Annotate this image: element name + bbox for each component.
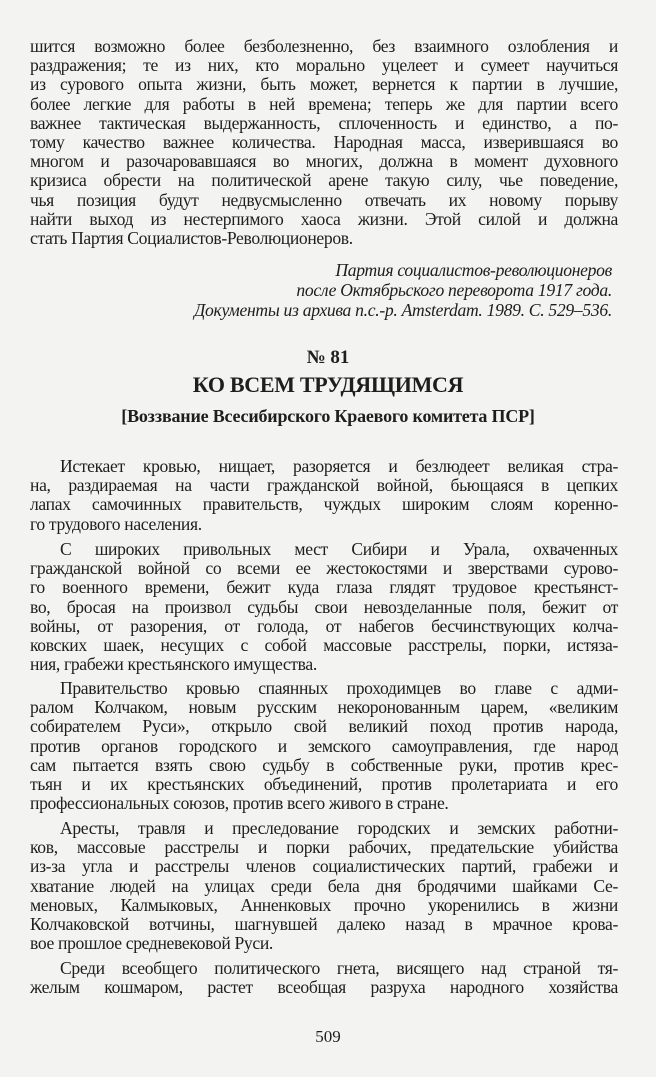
text-line: тому качество важнее количества. Народная масса, изверившаяся во <box>30 131 618 152</box>
text-line: из сурового опыта жизни, быть может, вернется к партии в лучшие, <box>30 74 618 95</box>
text-line: многом и разочаровавшаяся во многих, должна в момент духовного <box>30 151 618 172</box>
text-line: сам пытается взять свою судьбу в собственные руки, против крес- <box>30 754 618 775</box>
text-line: собирателем Руси», открыло свой великий поход против народа, <box>30 716 618 737</box>
body-paragraph <box>30 819 618 953</box>
text-line: кризиса обрести на политической арене такую силу, чье поведение, <box>30 170 618 191</box>
body-paragraph <box>30 959 618 997</box>
text-line: Среди всеобщего политического гнета, висящего над страной тя- <box>60 958 618 978</box>
citation-line: Документы из архива п.с.-р. Amsterdam. 1989. С. 529–536. <box>194 300 612 320</box>
text-line: шится возможно более безболезненно, без взаимного озлобления и <box>30 36 618 56</box>
text-line: найти выход из нестерпимого хаоса жизни. Этой силой и должна <box>30 208 618 229</box>
text-line: во, бросая на произвол судьбы свои невозделанные поля, бежит от <box>30 596 618 617</box>
text-line: Правительство кровью спаянных проходимцев во главе с адми- <box>60 678 618 698</box>
text-line: более легкие для работы в ней времена; теперь же для партии всего <box>30 93 618 114</box>
document-subtitle: [Воззвание Всесибирского Краевого комитета ПСР] <box>121 406 535 426</box>
text-line: против органов городского и земского самоуправления, где народ <box>30 735 618 756</box>
text-line: важнее тактическая выдержанность, сплоченность и единство, а по- <box>30 112 618 133</box>
text-line: вое прошлое средневековой Руси. <box>30 933 273 954</box>
text-line: ков, массовые расстрелы и порки рабочих, предательские убийства <box>30 837 618 858</box>
body-paragraph <box>30 679 618 813</box>
body-paragraph <box>30 540 618 674</box>
text-line: профессиональных союзов, против всего живого в стране. <box>30 793 449 814</box>
text-line: Аресты, травля и преследование городских и земских работни- <box>60 818 618 838</box>
text-line: С широких привольных мест Сибири и Урала, охваченных <box>60 539 618 559</box>
citation-line: после Октябрьского переворота 1917 года. <box>296 280 612 300</box>
text-line: Истекает кровью, нищает, разоряется и безлюдеет великая стра- <box>60 456 618 476</box>
text-line: лапах самочинных правительств, чуждых широким слоям коренно- <box>30 494 618 515</box>
text-line: войны, от разорения, от голода, от набегов бесчинствующих колча- <box>30 615 618 636</box>
text-line: чья позиция будут недвусмысленно отвечать их новому порыву <box>30 189 618 210</box>
text-line: го трудового населения. <box>30 513 202 534</box>
body-paragraph <box>30 457 618 534</box>
text-line: хватание людей на улицах среди бела дня бродячими шайками Се- <box>30 875 618 896</box>
text-line: стать Партия Социалистов-Революционеров. <box>30 227 353 248</box>
text-line: ния, грабежи крестьянского имущества. <box>30 654 317 675</box>
text-line: Колчаковской вотчины, шагнувшей далеко назад в мрачное крова- <box>30 913 618 934</box>
text-line: го военного времени, бежит куда глаза глядят трудовое крестьянст- <box>30 577 618 598</box>
text-line: на, раздираемая на части гражданской войной, бьющаяся в цепких <box>30 475 618 496</box>
text-line: ковских шаек, несущих с собой массовые расстрелы, порки, истяза- <box>30 634 618 655</box>
text-line: гражданской войной со всеми ее жестокостями и зверствами сурово- <box>30 558 618 579</box>
text-line: меновых, Калмыковых, Анненковых прочно укоренились в жизни <box>30 894 618 915</box>
text-line: ралом Колчаком, новым русским некоронованным царем, «великим <box>30 697 618 718</box>
citation-line: Партия социалистов-революционеров <box>335 260 612 280</box>
document-number: № 81 <box>306 347 350 368</box>
document-title: КО ВСЕМ ТРУДЯЩИМСЯ <box>192 372 464 397</box>
intro-paragraph <box>30 37 618 248</box>
text-line: из-за угла и расстрелы членов социалистических партий, грабежи и <box>30 856 618 877</box>
page-number: 509 <box>315 1027 341 1046</box>
text-line: тьян и их крестьянских объединений, против пролетариата и его <box>30 773 618 794</box>
text-line: раздражения; те из них, кто морально уцелеет и сумеет научиться <box>30 55 618 76</box>
text-line: желым кошмаром, растет всеобщая разруха народного хозяйства <box>30 977 618 998</box>
